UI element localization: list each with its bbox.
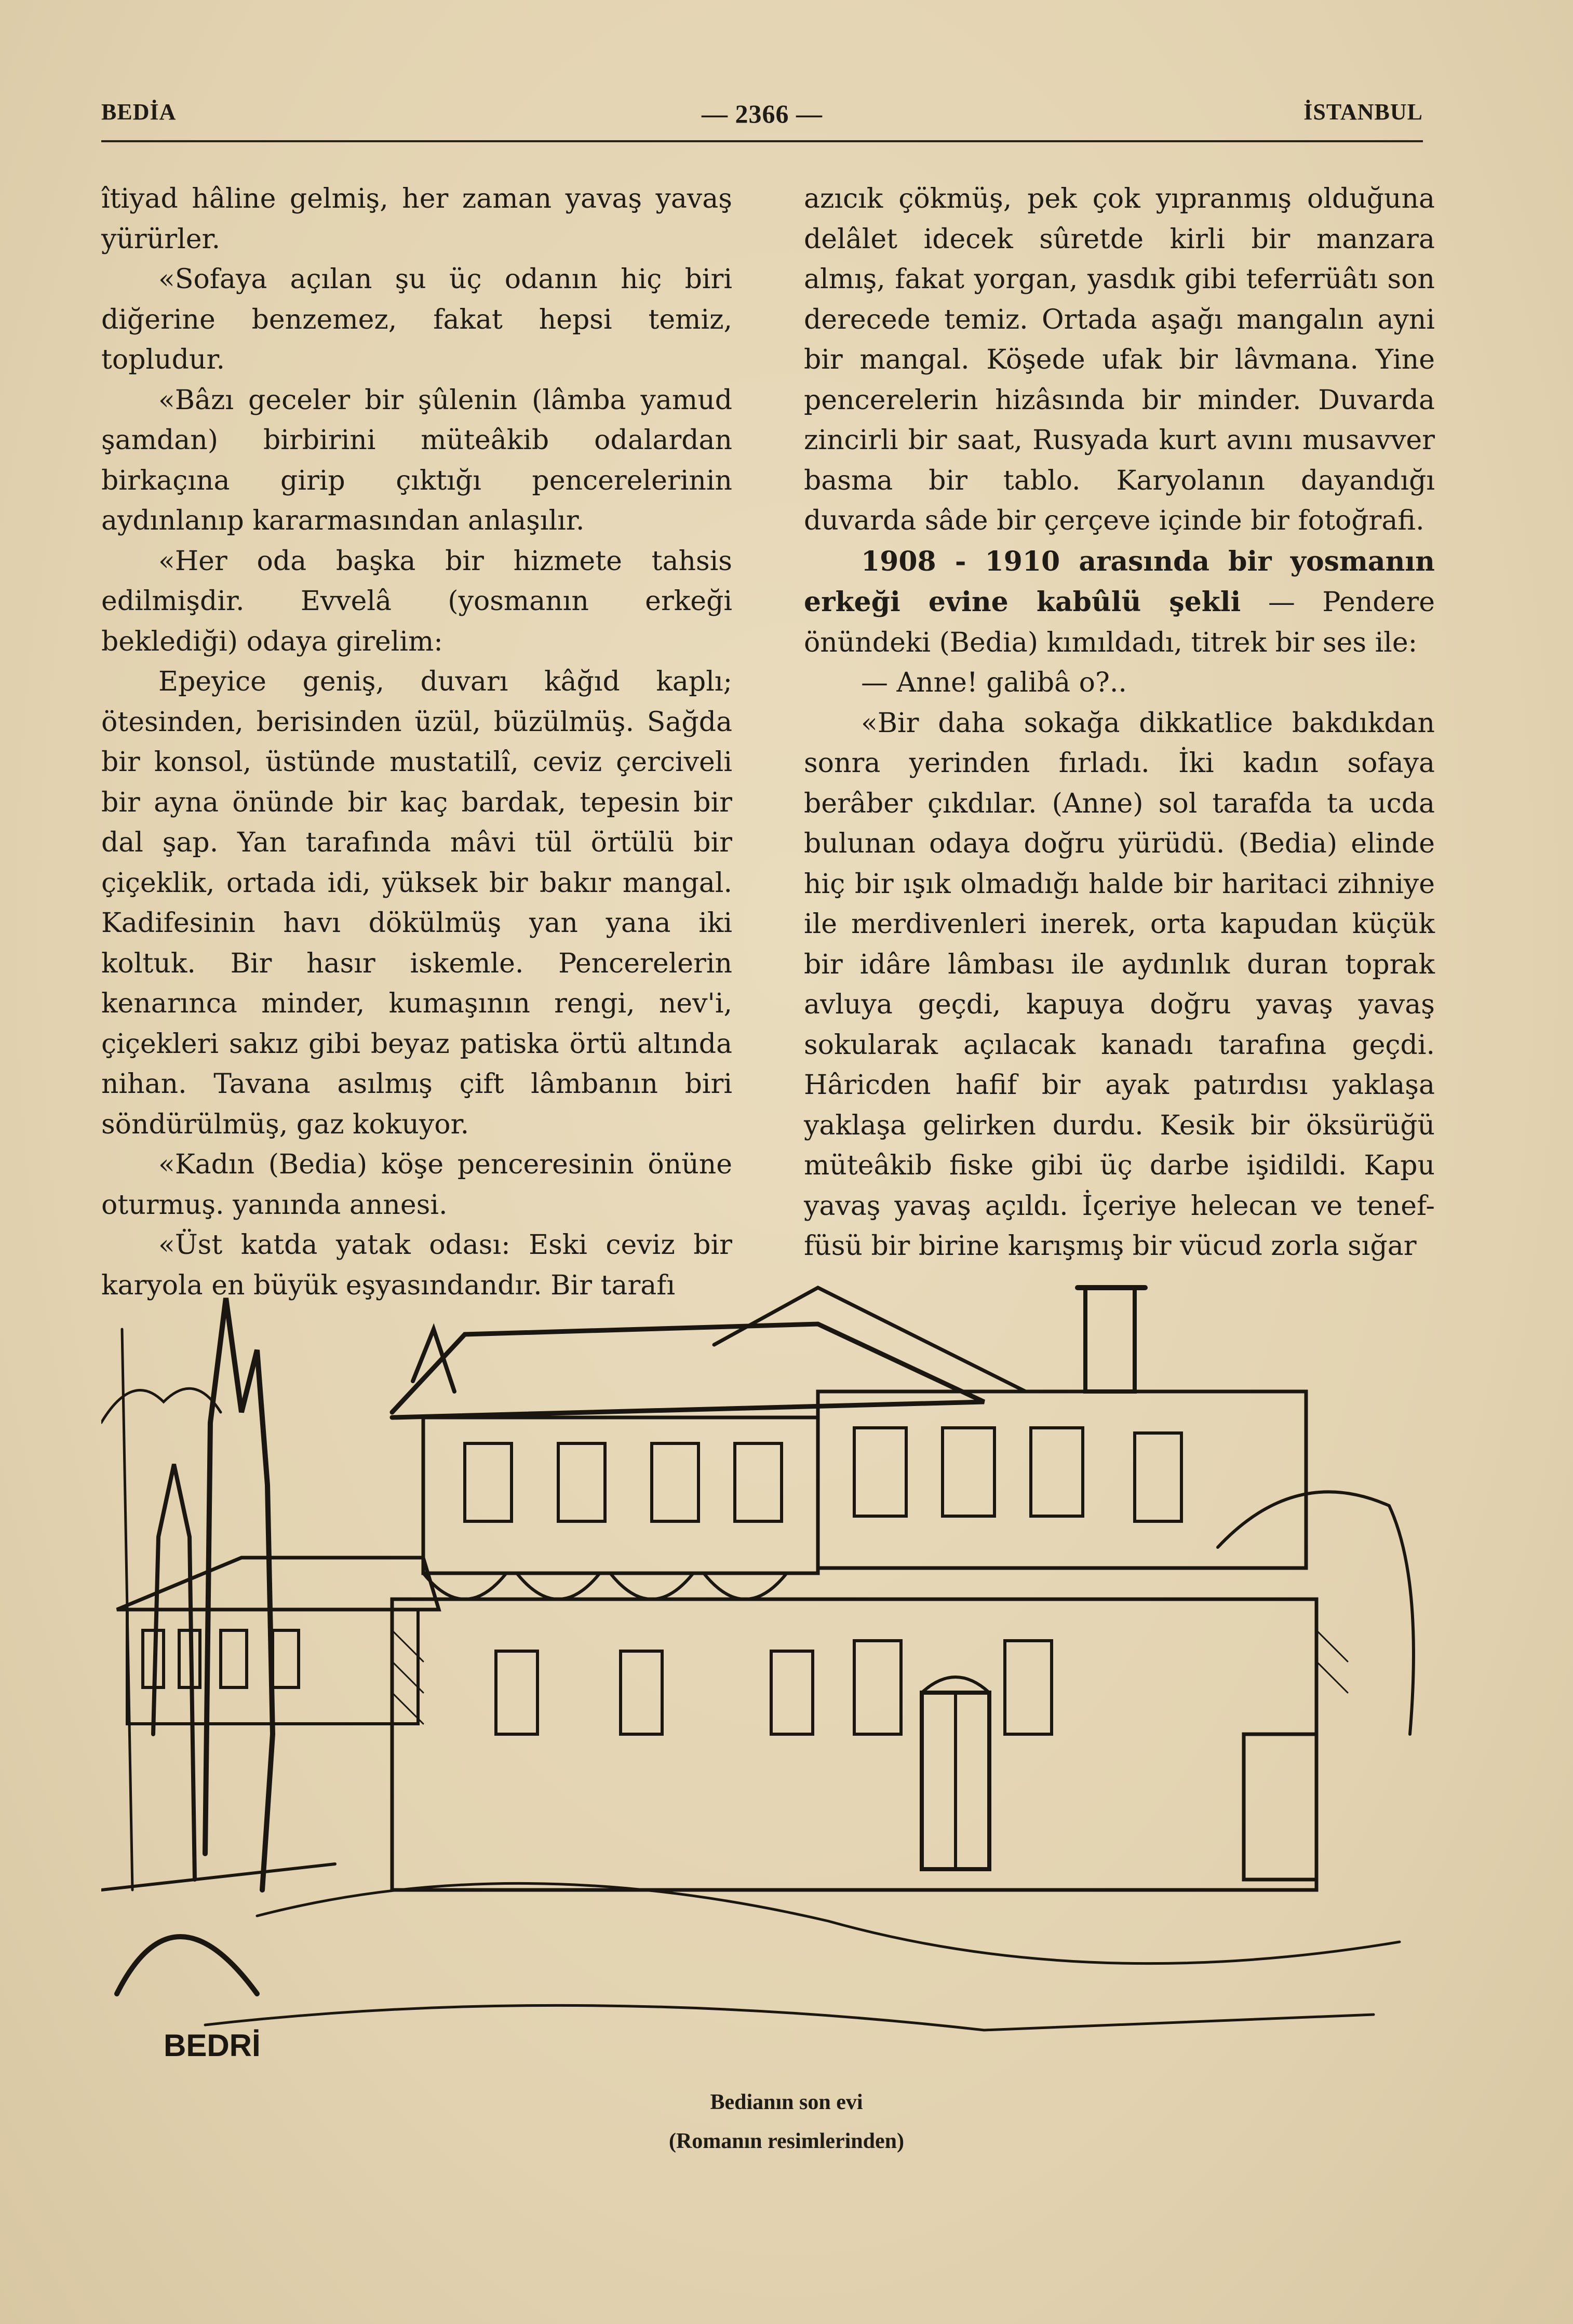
paragraph-text: — Pendere önündeki (Bedia) kımıldadı, titrek bir ses ile: xyxy=(804,587,1435,658)
caption-subtitle: (Romanın resimlerinden) xyxy=(668,2129,905,2153)
paragraph: «Kadın (Bedia) köşe penceresinin önüne oturmuş. yanında annesi. xyxy=(101,1149,732,1221)
caption-title: Bedianın son evi xyxy=(710,2090,863,2114)
paragraph: «Her oda başka bir hizmete tahsis edilmişdir. Evvelâ (yosmanın erkeği beklediği) odaya girelim: xyxy=(101,545,732,657)
header-title-right: İSTANBUL xyxy=(1303,99,1423,125)
paragraph: «Sofaya açılan şu üç odanın hiç biri diğerine benzemez, fakat hepsi temiz, topludur. xyxy=(101,264,732,375)
paragraph: Epeyice geniş, duvarı kâğıd kaplı; ötesinden, berisinden üzül, büzülmüş. Sağda bir konsol, üstünde mustatilî, ceviz çerciveli bir ayna önünde bir kaç bardak, tepesin bir dal şap. Yan tarafında mâvi tül örtülü bir çiçeklik, ortada idi, yüksek bir bakır mangal. Kadifesinin havı dökülmüş yan yana iki koltuk. Bir hasır iskemle. Pencerelerin kenarınca minder, kumaşının rengi, nev'i, çiçekleri sakız gibi beyaz patiska örtü altında nihan. Tavana asılmış çift lâmbanın biri söndürülmüş, gaz kokuyor. xyxy=(101,666,732,1140)
paragraph: «Üst katda yatak odası: Eski ceviz bir karyola en büyük eşyasındandır. Bir tarafı xyxy=(101,1229,732,1301)
paragraph: azıcık çökmüş, pek çok yıpranmış olduğuna delâlet idecek sûretde kirli bir manzara almış, fakat yorgan, yasdık gibi teferrüâtı son derecede temiz. Ortada aşağı mangalın ayni bir mangal. Köşede ufak bir lâvmana. Yine pencerelerin hizâsında bir minder. Duvarda zincirli bir saat, Rusyada kurt avını musavver basma bir tablo. Karyolanın dayandığı duvarda sâde bir çerçeve içinde bir fotoğrafi. xyxy=(804,183,1435,536)
header-rule xyxy=(101,140,1423,142)
page-number: — 2366 — xyxy=(702,99,823,128)
paragraph: îtiyad hâline gelmiş, her zaman yavaş yavaş yürürler. xyxy=(101,183,732,255)
section-heading: 1908 - 1910 arasında bir yosmanın erkeği evine kabûlü şekli xyxy=(804,545,1435,618)
right-column xyxy=(804,179,1435,1267)
paragraph: «Bir daha sokağa dikkatlice bakdıkdan sonra yerinden fırladı. İki kadın sofaya berâber çıkdılar. (Anne) sol tarafda ta ucda bulunan odaya doğru yürüdü. (Bedia) elinde hiç bir ışık olmadığı halde bir haritaci zihniye ile merdivenleri inerek, orta kapudan küçük bir idâre lâmbası ile aydınlık duran toprak avluya geçdi, kapuya doğru yavaş yavaş sokularak açılacak kanadı tarafına geçdi. Hâricden hafif bir ayak patırdısı yaklaşa yaklaşa gelirken durdu. Kesik bir öksürüğü müteâkib fiske gibi üç darbe işidildi. Kapu yavaş yavaş açıldı. İçeriye helecan ve tenef-füsü bir birine karışmış bir vücud zorla sığar xyxy=(804,707,1435,1262)
paragraph: «Bâzı geceler bir şûlenin (lâmba yamud şamdan) birbirini müteâkib odalardan birkaçına girip çıktığı pencerelerinin aydınlanıp kararmasından anlaşılır. xyxy=(101,384,732,536)
house-illustration xyxy=(101,1267,1423,2077)
header-title-left: BEDİA xyxy=(101,99,177,125)
paragraph: — Anne! galibâ o?.. xyxy=(861,667,1127,698)
paragraph xyxy=(804,542,1435,664)
page-header xyxy=(101,99,1423,135)
artist-signature: BEDRİ xyxy=(164,2028,261,2063)
left-column xyxy=(101,179,732,1306)
